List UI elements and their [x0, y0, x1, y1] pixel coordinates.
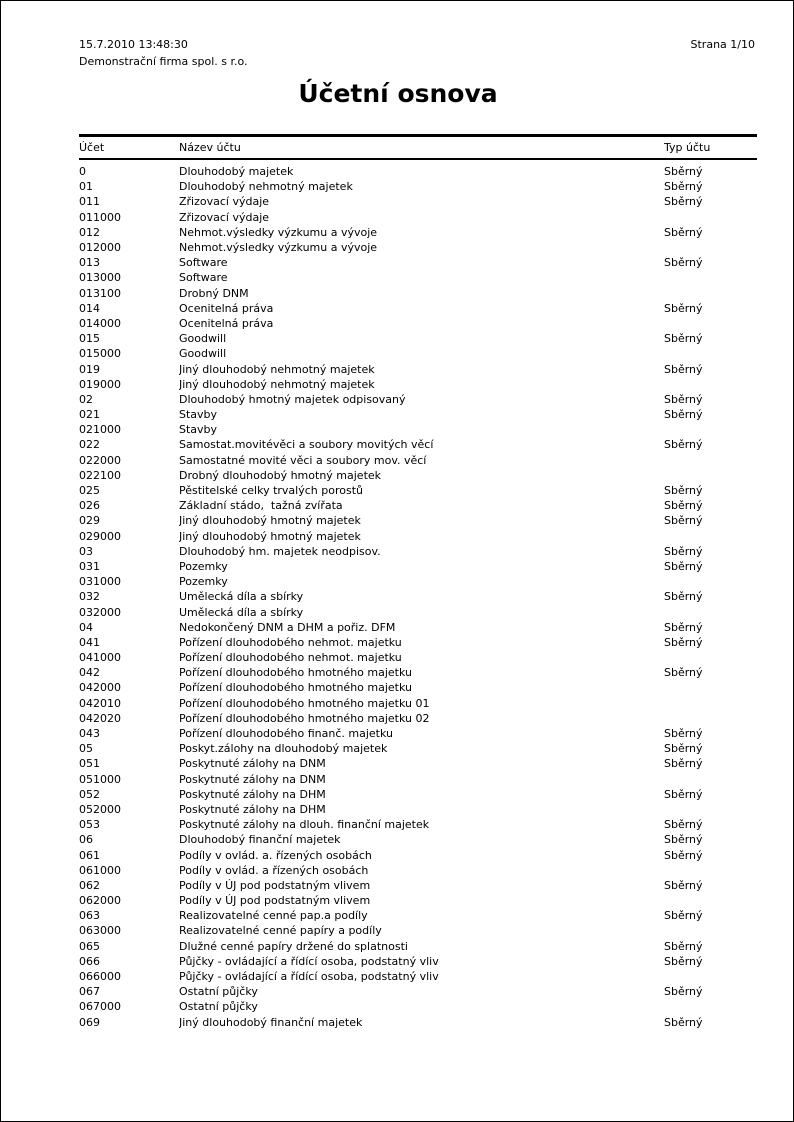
nazev-cell: Zřizovací výdaje [179, 195, 270, 209]
ucet-cell: 04 [79, 620, 93, 634]
nazev-cell: Stavby [179, 423, 218, 437]
table-row [79, 589, 757, 604]
table-row [79, 346, 757, 361]
table-row [79, 255, 757, 270]
nazev-cell: Poskyt.zálohy na dlouhodobý majetek [179, 742, 388, 756]
nazev-cell: Základní stádo, tažná zvířata [179, 499, 343, 513]
table-row [79, 210, 757, 225]
ucet-cell: 014000 [79, 316, 121, 330]
ucet-cell: 041 [79, 635, 100, 649]
table-row [79, 772, 757, 787]
ucet-cell: 052000 [79, 802, 121, 816]
ucet-cell: 032000 [79, 605, 121, 619]
typ-cell: Sběrný [664, 438, 703, 452]
nazev-cell: Software [179, 256, 228, 270]
nazev-cell: Ocenitelná práva [179, 316, 274, 330]
ucet-cell: 066000 [79, 970, 121, 984]
ucet-cell: 012 [79, 225, 100, 239]
nazev-cell: Dlouhodobý nehmotný majetek [179, 180, 353, 194]
typ-cell: Sběrný [664, 954, 703, 968]
table-row [79, 468, 757, 483]
nazev-cell: Ostatní půjčky [179, 1000, 258, 1014]
table-row [79, 225, 757, 240]
table-row [79, 756, 757, 771]
ucet-cell: 014 [79, 301, 100, 315]
ucet-cell: 042 [79, 666, 100, 680]
ucet-cell: 05 [79, 742, 93, 756]
company-name: Demonstrační firma spol. s r.o. [79, 55, 248, 68]
ucet-cell: 022 [79, 438, 100, 452]
ucet-cell: 042000 [79, 681, 121, 695]
nazev-cell: Podíly v ÚJ pod podstatným vlivem [179, 878, 371, 892]
table-row [79, 878, 757, 893]
typ-cell: Sběrný [664, 742, 703, 756]
column-header-nazev: Název účtu [179, 141, 241, 154]
nazev-cell: Umělecká díla a sbírky [179, 590, 304, 604]
table-row [79, 893, 757, 908]
table-header-row [79, 134, 757, 160]
table-body [79, 160, 757, 1030]
nazev-cell: Půjčky - ovládající a řídící osoba, podstatný vliv [179, 954, 439, 968]
nazev-cell: Drobný dlouhodobý hmotný majetek [179, 468, 382, 482]
ucet-cell: 063000 [79, 924, 121, 938]
ucet-cell: 0 [79, 165, 86, 179]
nazev-cell: Zřizovací výdaje [179, 210, 270, 224]
table-row [79, 969, 757, 984]
table-row [79, 711, 757, 726]
table-row [79, 817, 757, 832]
typ-cell: Sběrný [664, 909, 703, 923]
nazev-cell: Software [179, 271, 228, 285]
ucet-cell: 061 [79, 848, 100, 862]
ucet-cell: 041000 [79, 651, 121, 665]
nazev-cell: Pořízení dlouhodobého hmotného majetku 02 [179, 711, 430, 725]
accounts-table [79, 134, 757, 1030]
table-row [79, 908, 757, 923]
ucet-cell: 021 [79, 408, 100, 422]
table-row [79, 696, 757, 711]
nazev-cell: Dlouhodobý majetek [179, 165, 294, 179]
table-row [79, 316, 757, 331]
nazev-cell: Pořízení dlouhodobého nehmot. majetku [179, 651, 402, 665]
nazev-cell: Pořízení dlouhodobého finanč. majetku [179, 727, 393, 741]
typ-cell: Sběrný [664, 666, 703, 680]
column-header-ucet: Účet [79, 141, 105, 154]
table-row [79, 559, 757, 574]
table-row [79, 407, 757, 422]
nazev-cell: Goodwill [179, 332, 227, 346]
table-row [79, 544, 757, 559]
nazev-cell: Pořízení dlouhodobého hmotného majetku 01 [179, 696, 430, 710]
ucet-cell: 026 [79, 499, 100, 513]
ucet-cell: 012000 [79, 241, 121, 255]
report-datetime: 15.7.2010 13:48:30 [79, 38, 188, 51]
ucet-cell: 02 [79, 392, 93, 406]
typ-cell: Sběrný [664, 256, 703, 270]
ucet-cell: 043 [79, 727, 100, 741]
typ-cell: Sběrný [664, 757, 703, 771]
typ-cell: Sběrný [664, 362, 703, 376]
typ-cell: Sběrný [664, 727, 703, 741]
column-header-typ: Typ účtu [664, 141, 711, 154]
ucet-cell: 06 [79, 833, 93, 847]
nazev-cell: Dlouhodobý hm. majetek neodpisov. [179, 544, 381, 558]
nazev-cell: Podíly v ovlád. a řízených osobách [179, 863, 369, 877]
ucet-cell: 03 [79, 544, 93, 558]
typ-cell: Sběrný [664, 392, 703, 406]
table-row [79, 286, 757, 301]
nazev-cell: Nedokončený DNM a DHM a pořiz. DFM [179, 620, 396, 634]
table-row [79, 665, 757, 680]
ucet-cell: 061000 [79, 863, 121, 877]
ucet-cell: 022000 [79, 453, 121, 467]
table-row [79, 999, 757, 1014]
ucet-cell: 021000 [79, 423, 121, 437]
typ-cell: Sběrný [664, 544, 703, 558]
nazev-cell: Jiný dlouhodobý hmotný majetek [179, 514, 361, 528]
typ-cell: Sběrný [664, 484, 703, 498]
table-row [79, 604, 757, 619]
nazev-cell: Realizovatelné cenné papíry a podíly [179, 924, 382, 938]
nazev-cell: Poskytnuté zálohy na DHM [179, 787, 326, 801]
nazev-cell: Ostatní půjčky [179, 985, 258, 999]
typ-cell: Sběrný [664, 985, 703, 999]
table-row [79, 680, 757, 695]
ucet-cell: 015 [79, 332, 100, 346]
table-row [79, 164, 757, 179]
ucet-cell: 062000 [79, 894, 121, 908]
table-row [79, 361, 757, 376]
typ-cell: Sběrný [664, 514, 703, 528]
page-number: Strana 1/10 [690, 38, 755, 51]
nazev-cell: Dlouhodobý hmotný majetek odpisovaný [179, 392, 406, 406]
nazev-cell: Samostat.movitévěci a soubory movitých věcí [179, 438, 434, 452]
ucet-cell: 011000 [79, 210, 121, 224]
table-row [79, 741, 757, 756]
table-row [79, 802, 757, 817]
table-row [79, 513, 757, 528]
nazev-cell: Goodwill [179, 347, 227, 361]
table-row [79, 832, 757, 847]
ucet-cell: 022100 [79, 468, 121, 482]
nazev-cell: Jiný dlouhodobý finanční majetek [179, 1015, 363, 1029]
ucet-cell: 052 [79, 787, 100, 801]
typ-cell: Sběrný [664, 787, 703, 801]
table-row [79, 377, 757, 392]
ucet-cell: 013100 [79, 286, 121, 300]
nazev-cell: Jiný dlouhodobý nehmotný majetek [179, 377, 375, 391]
typ-cell: Sběrný [664, 225, 703, 239]
typ-cell: Sběrný [664, 635, 703, 649]
nazev-cell: Pořízení dlouhodobého hmotného majetku [179, 681, 412, 695]
ucet-cell: 029 [79, 514, 100, 528]
table-row [79, 635, 757, 650]
ucet-cell: 032 [79, 590, 100, 604]
ucet-cell: 013 [79, 256, 100, 270]
table-row [79, 453, 757, 468]
ucet-cell: 011 [79, 195, 100, 209]
typ-cell: Sběrný [664, 818, 703, 832]
ucet-cell: 067 [79, 985, 100, 999]
table-row [79, 179, 757, 194]
table-row [79, 392, 757, 407]
ucet-cell: 025 [79, 484, 100, 498]
table-row [79, 620, 757, 635]
typ-cell: Sběrný [664, 165, 703, 179]
ucet-cell: 042020 [79, 711, 121, 725]
nazev-cell: Jiný dlouhodobý nehmotný majetek [179, 362, 375, 376]
typ-cell: Sběrný [664, 848, 703, 862]
nazev-cell: Pořízení dlouhodobého nehmot. majetku [179, 635, 402, 649]
nazev-cell: Stavby [179, 408, 218, 422]
ucet-cell: 067000 [79, 1000, 121, 1014]
table-row [79, 863, 757, 878]
typ-cell: Sběrný [664, 590, 703, 604]
typ-cell: Sběrný [664, 301, 703, 315]
ucet-cell: 069 [79, 1015, 100, 1029]
table-row [79, 331, 757, 346]
typ-cell: Sběrný [664, 408, 703, 422]
nazev-cell: Drobný DNM [179, 286, 249, 300]
table-row [79, 984, 757, 999]
table-row [79, 483, 757, 498]
typ-cell: Sběrný [664, 833, 703, 847]
ucet-cell: 031000 [79, 575, 121, 589]
nazev-cell: Umělecká díla a sbírky [179, 605, 304, 619]
typ-cell: Sběrný [664, 620, 703, 634]
ucet-cell: 051000 [79, 772, 121, 786]
nazev-cell: Pozemky [179, 575, 228, 589]
page-title: Účetní osnova [298, 79, 498, 108]
typ-cell: Sběrný [664, 878, 703, 892]
nazev-cell: Pozemky [179, 559, 228, 573]
table-row [79, 847, 757, 862]
ucet-cell: 015000 [79, 347, 121, 361]
table-row [79, 437, 757, 452]
nazev-cell: Poskytnuté zálohy na DNM [179, 772, 326, 786]
ucet-cell: 065 [79, 939, 100, 953]
nazev-cell: Poskytnuté zálohy na DNM [179, 757, 326, 771]
table-row [79, 422, 757, 437]
nazev-cell: Realizovatelné cenné pap.a podíly [179, 909, 368, 923]
nazev-cell: Podíly v ÚJ pod podstatným vlivem [179, 894, 371, 908]
table-row [79, 301, 757, 316]
table-row [79, 923, 757, 938]
nazev-cell: Pořízení dlouhodobého hmotného majetku [179, 666, 412, 680]
table-row [79, 939, 757, 954]
table-row [79, 1015, 757, 1030]
typ-cell: Sběrný [664, 195, 703, 209]
table-row [79, 270, 757, 285]
nazev-cell: Ocenitelná práva [179, 301, 274, 315]
nazev-cell: Nehmot.výsledky výzkumu a vývoje [179, 241, 378, 255]
table-row [79, 954, 757, 969]
ucet-cell: 01 [79, 180, 93, 194]
typ-cell: Sběrný [664, 559, 703, 573]
ucet-cell: 042010 [79, 696, 121, 710]
ucet-cell: 053 [79, 818, 100, 832]
nazev-cell: Poskytnuté zálohy na DHM [179, 802, 326, 816]
ucet-cell: 051 [79, 757, 100, 771]
table-row [79, 498, 757, 513]
ucet-cell: 031 [79, 559, 100, 573]
ucet-cell: 066 [79, 954, 100, 968]
table-row [79, 787, 757, 802]
ucet-cell: 019000 [79, 377, 121, 391]
nazev-cell: Samostatné movité věci a soubory mov. věcí [179, 453, 427, 467]
table-row [79, 240, 757, 255]
ucet-cell: 062 [79, 878, 100, 892]
nazev-cell: Podíly v ovlád. a. řízených osobách [179, 848, 372, 862]
typ-cell: Sběrný [664, 180, 703, 194]
nazev-cell: Půjčky - ovládající a řídící osoba, podstatný vliv [179, 970, 439, 984]
nazev-cell: Nehmot.výsledky výzkumu a vývoje [179, 225, 378, 239]
table-row [79, 529, 757, 544]
ucet-cell: 013000 [79, 271, 121, 285]
typ-cell: Sběrný [664, 939, 703, 953]
typ-cell: Sběrný [664, 332, 703, 346]
table-row [79, 574, 757, 589]
ucet-cell: 019 [79, 362, 100, 376]
table-row [79, 650, 757, 665]
nazev-cell: Dlužné cenné papíry držené do splatnosti [179, 939, 408, 953]
typ-cell: Sběrný [664, 1015, 703, 1029]
nazev-cell: Jiný dlouhodobý hmotný majetek [179, 529, 361, 543]
table-row [79, 726, 757, 741]
ucet-cell: 063 [79, 909, 100, 923]
ucet-cell: 029000 [79, 529, 121, 543]
nazev-cell: Pěstitelské celky trvalých porostů [179, 484, 363, 498]
typ-cell: Sběrný [664, 499, 703, 513]
nazev-cell: Dlouhodobý finanční majetek [179, 833, 341, 847]
nazev-cell: Poskytnuté zálohy na dlouh. finanční majetek [179, 818, 430, 832]
table-row [79, 194, 757, 209]
